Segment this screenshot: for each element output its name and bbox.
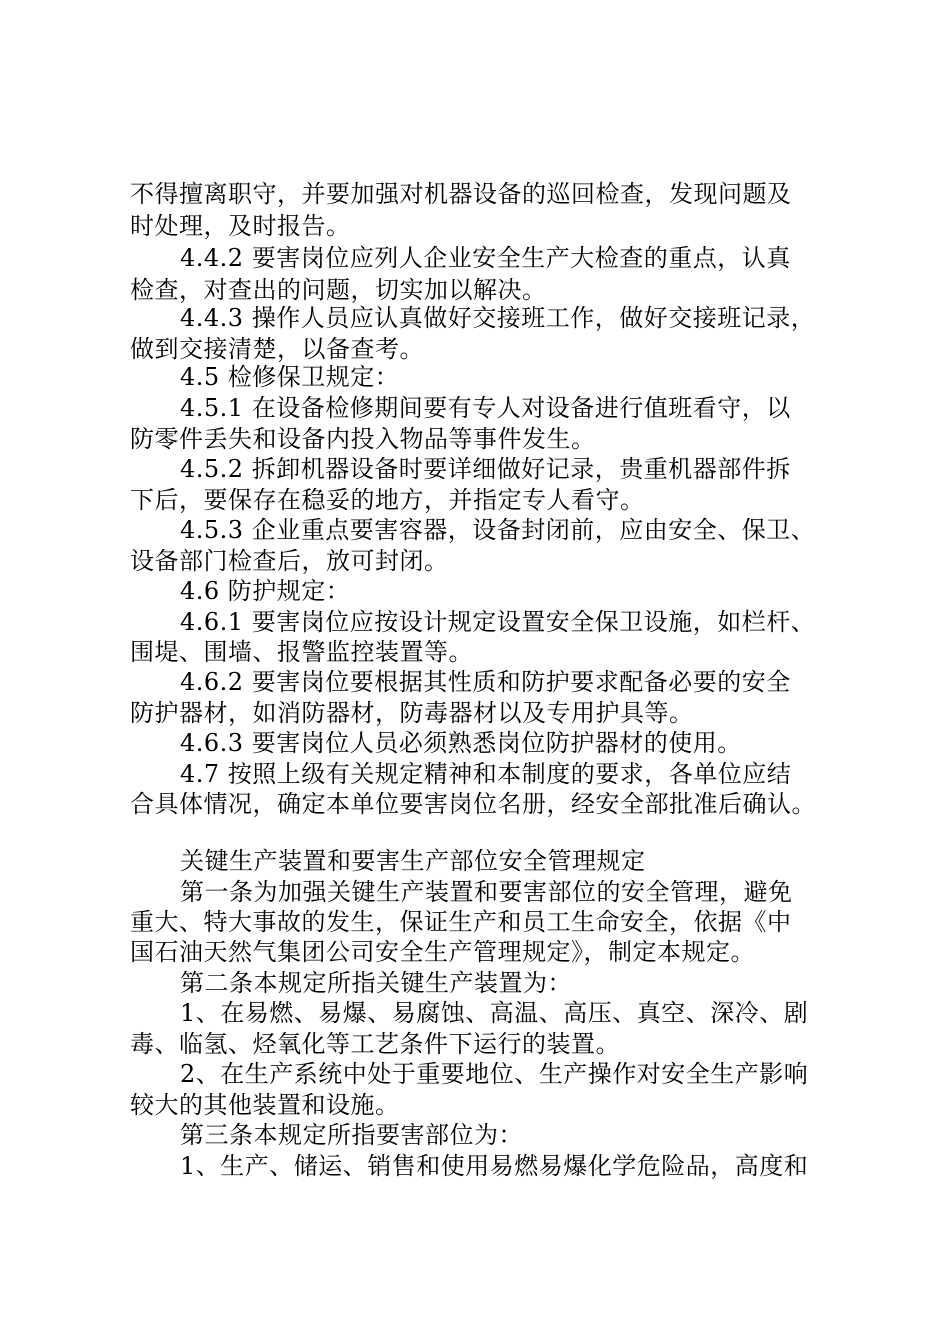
text-line: 4.7 按照上级有关规定精神和本制度的要求，各单位应结	[180, 760, 792, 788]
text-line: 下后，要保存在稳妥的地方，并指定专人看守。	[130, 486, 645, 514]
text-line: 4.6.3 要害岗位人员必须熟悉岗位防护器材的使用。	[180, 729, 742, 757]
text-line: 重大、特大事故的发生，保证生产和员工生命安全，依据《中	[130, 908, 792, 936]
text-line: 围堤、围墙、报警监控装置等。	[130, 638, 473, 666]
text-line: 不得擅离职守，并要加强对机器设备的巡回检查，发现问题及	[130, 180, 792, 208]
text-line: 检查，对查出的问题，切实加以解决。	[130, 276, 547, 304]
text-line: 防护器材，如消防器材，防毒器材以及专用护具等。	[130, 699, 694, 727]
text-line: 时处理，及时报告。	[130, 212, 351, 240]
text-line: 4.6 防护规定：	[180, 577, 351, 605]
text-line: 防零件丢失和设备内投入物品等事件发生。	[130, 425, 596, 453]
text-line: 第二条本规定所指关键生产装置为：	[180, 969, 572, 997]
text-line: 第一条为加强关键生产装置和要害部位的安全管理，避免	[180, 878, 793, 906]
text-line: 4.4.3 操作人员应认真做好交接班工作，做好交接班记录，	[180, 304, 816, 332]
text-line: 4.6.1 要害岗位应按设计规定设置安全保卫设施，如栏杆、	[180, 608, 816, 636]
text-line: 1、在易燃、易爆、易腐蚀、高温、高压、真空、深冷、剧	[180, 999, 809, 1027]
text-line: 4.5 检修保卫规定：	[180, 363, 400, 391]
text-line: 4.5.3 企业重点要害容器，设备封闭前，应由安全、保卫、	[180, 516, 816, 544]
text-line: 第三条本规定所指要害部位为：	[180, 1121, 523, 1149]
text-line: 2、在生产系统中处于重要地位、生产操作对安全生产影响	[180, 1060, 809, 1088]
text-line: 1、生产、储运、销售和使用易燃易爆化学危险品，高度和	[180, 1152, 809, 1180]
text-line: 毒、临氢、烃氧化等工艺条件下运行的装置。	[130, 1030, 620, 1058]
text-line: 4.6.2 要害岗位要根据其性质和防护要求配备必要的安全	[180, 668, 791, 696]
text-line: 4.5.1 在设备检修期间要有专人对设备进行值班看守，以	[180, 394, 791, 422]
text-line: 做到交接清楚，以备查考。	[130, 335, 424, 363]
text-line: 较大的其他装置和设施。	[130, 1091, 400, 1119]
text-line: 国石油天然气集团公司安全生产管理规定》，制定本规定。	[130, 938, 755, 966]
text-line: 设备部门检查后，放可封闭。	[130, 547, 449, 575]
section-title: 关键生产装置和要害生产部位安全管理规定	[180, 847, 646, 875]
text-line: 合具体情况，确定本单位要害岗位名册，经安全部批准后确认。	[130, 790, 816, 818]
text-line: 4.5.2 拆卸机器设备时要详细做好记录，贵重机器部件拆	[180, 455, 791, 483]
text-line: 4.4.2 要害岗位应列人企业安全生产大检查的重点，认真	[180, 244, 791, 272]
